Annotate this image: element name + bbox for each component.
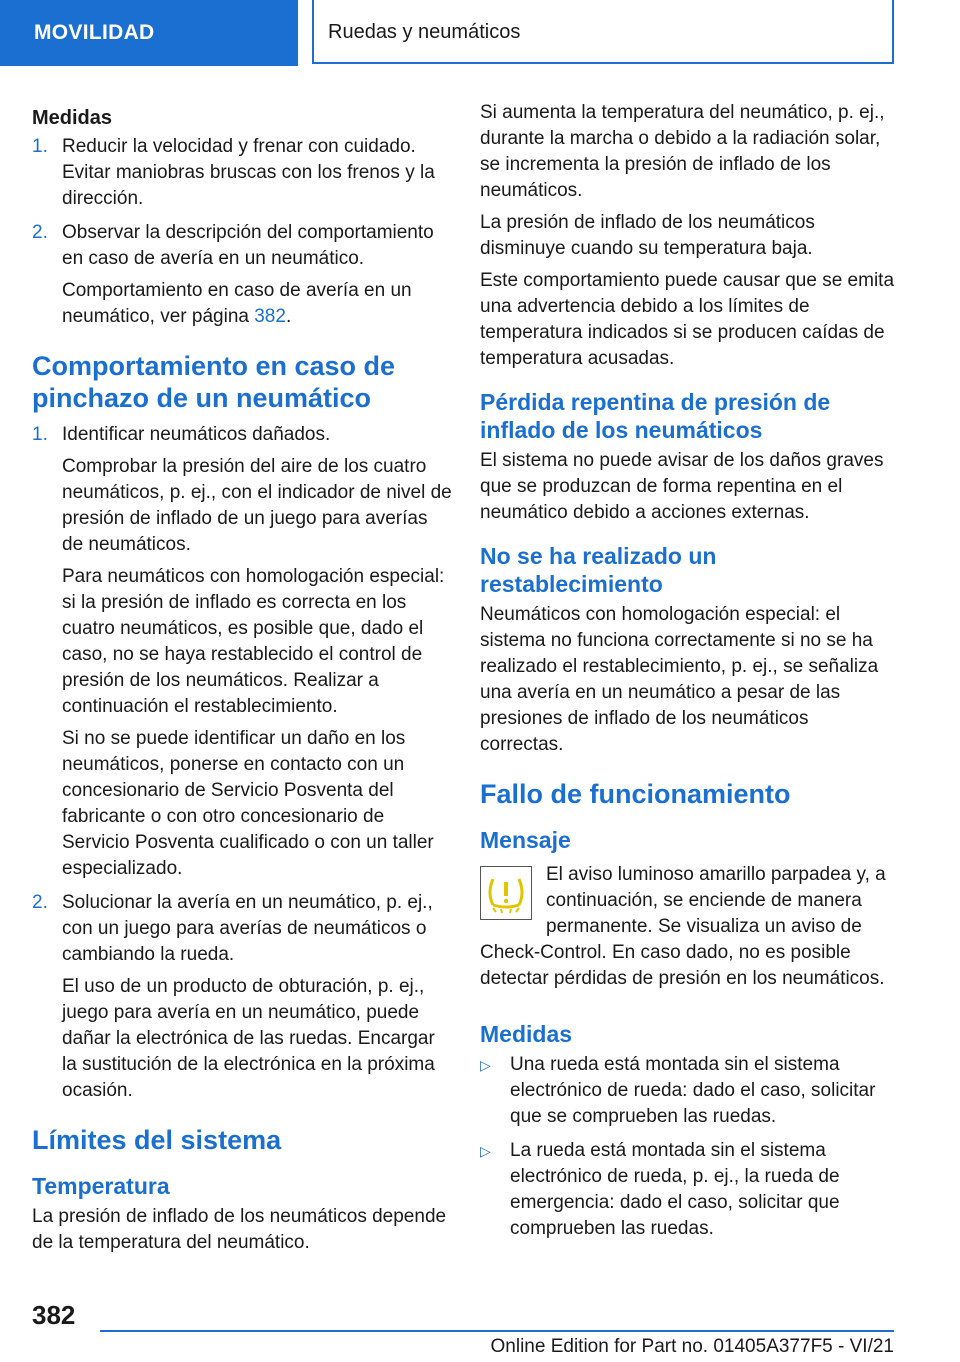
medidas-bullets [480,1052,896,1242]
list-text: Comprobar la presión del aire de los cuatro neumáticos, p. ej., con el indicador de nivel de presión de inflado de un juego para averías de neumáticos. [62,456,452,555]
no-reset-text: Neumáticos con homologación especial: el sistema no funciona correctamente si no se ha realizado el restablecimiento, p. ej., se señaliza una avería en un neumático a pesar de las presiones de inflado de los neumáticos correctas. [480,604,879,755]
heading-mensaje: Mensaje [480,827,571,853]
list-text: La rueda está montada sin el sistema electrónico de rueda, p. ej., la rueda de emergencia: dado el caso, solicitar que comprueben las ruedas. [510,1140,840,1239]
list-text: Si no se puede identificar un daño en los neumáticos, ponerse en contacto con un concesionario de Servicio Posventa del fabricante o con otro concesionario de Servicio Posventa cualificado o con un taller especializado. [62,728,434,879]
list-item [32,220,452,330]
list-item [32,134,452,212]
heading-fallo: Fallo de funcionamiento [480,779,791,809]
list-text: Observar la descripción del comportamiento en caso de avería en un neumático. [62,222,434,269]
heading-no-reset: No se ha realizado un restablecimiento [480,543,717,597]
heading-limites: Límites del sistema [32,1125,282,1155]
tire-pressure-warning-icon [480,866,532,920]
list-text: Solucionar la avería en un neumático, p. ej., con un juego para averías de neumáticos o cambiando la rueda. [62,892,433,965]
list-number: 1. [32,424,48,445]
page-link[interactable]: 382 [254,306,286,327]
medidas-heading: Medidas [32,107,113,129]
chapter-title: Ruedas y neumáticos [312,0,894,64]
ref-suffix: . [285,306,292,327]
heading-perdida: Pérdida repentina de presión de inflado de los neumáticos [480,389,831,443]
list-item [32,422,452,882]
list-number: 2. [32,892,48,913]
list-text: Identificar neumáticos dañados. [62,424,331,445]
list-text: Para neumáticos con homologación especial: si la presión de inflado es correcta en los cuatro neumáticos, es posible que, dado el caso, no se haya restablecido el control de presión de los neumáticos. Realizar a continuación el restablecimiento. [62,566,445,717]
list-text-ref [62,278,452,330]
page-number: 382 [32,1300,76,1330]
list-number: 1. [32,136,48,157]
list-text: El uso de un producto de obturación, p. ej., juego para avería en un neumático, puede dañar la electrónica de las ruedas. Encargar la sustitución de la electrónica en la próxima ocasión. [62,976,435,1101]
heading-comportamiento: Comportamiento en caso de pinchazo de un neumático [32,351,396,413]
list-item [32,890,452,1104]
heading-medidas-right: Medidas [480,1021,573,1047]
paragraph: Este comportamiento puede causar que se emita una advertencia debido a los límites de temperatura indicados si se producen caídas de temperatura acusadas. [480,270,895,369]
right-column [480,100,896,1242]
perdida-text: El sistema no puede avisar de los daños graves que se produzcan de forma repentina en el neumático debido a acciones externas. [480,450,884,523]
page-header [0,0,960,68]
ref-text: Comportamiento en caso de avería en un neumático, ver página [62,280,412,327]
pinchazo-list [32,422,452,1104]
mensaje-text: El aviso luminoso amarillo parpadea y, a continuación, se enciende de manera permanente. Se visualiza un aviso de Check-Control. En caso dado, no es posible detectar pérdidas de presión en los neumáticos. [480,864,886,989]
list-item [480,1138,896,1242]
mensaje-block [480,862,896,992]
triangle-bullet-icon: ▷ [480,1057,491,1073]
list-text: Reducir la velocidad y frenar con cuidado. Evitar maniobras bruscas con los frenos y la dirección. [62,136,435,209]
paragraph: La presión de inflado de los neumáticos disminuye cuando su temperatura baja. [480,212,815,259]
left-column [32,100,452,1256]
list-text: Una rueda está montada sin el sistema electrónico de rueda: dado el caso, solicitar que se comprueben las ruedas. [510,1054,876,1127]
triangle-bullet-icon: ▷ [480,1143,491,1159]
list-number: 2. [32,222,48,243]
temperatura-text: La presión de inflado de los neumáticos depende de la temperatura del neumático. [32,1206,447,1253]
medidas-list [32,134,452,330]
edition-text: Online Edition for Part no. 01405A377F5 - VI/21 [490,1336,894,1357]
paragraph: Si aumenta la temperatura del neumático, p. ej., durante la marcha o debido a la radiación solar, se incrementa la presión de inflado de los neumáticos. [480,102,885,201]
footer-divider [100,1330,894,1332]
list-item [480,1052,896,1130]
section-tab: MOVILIDAD [0,0,298,66]
heading-temperatura: Temperatura [32,1173,170,1199]
